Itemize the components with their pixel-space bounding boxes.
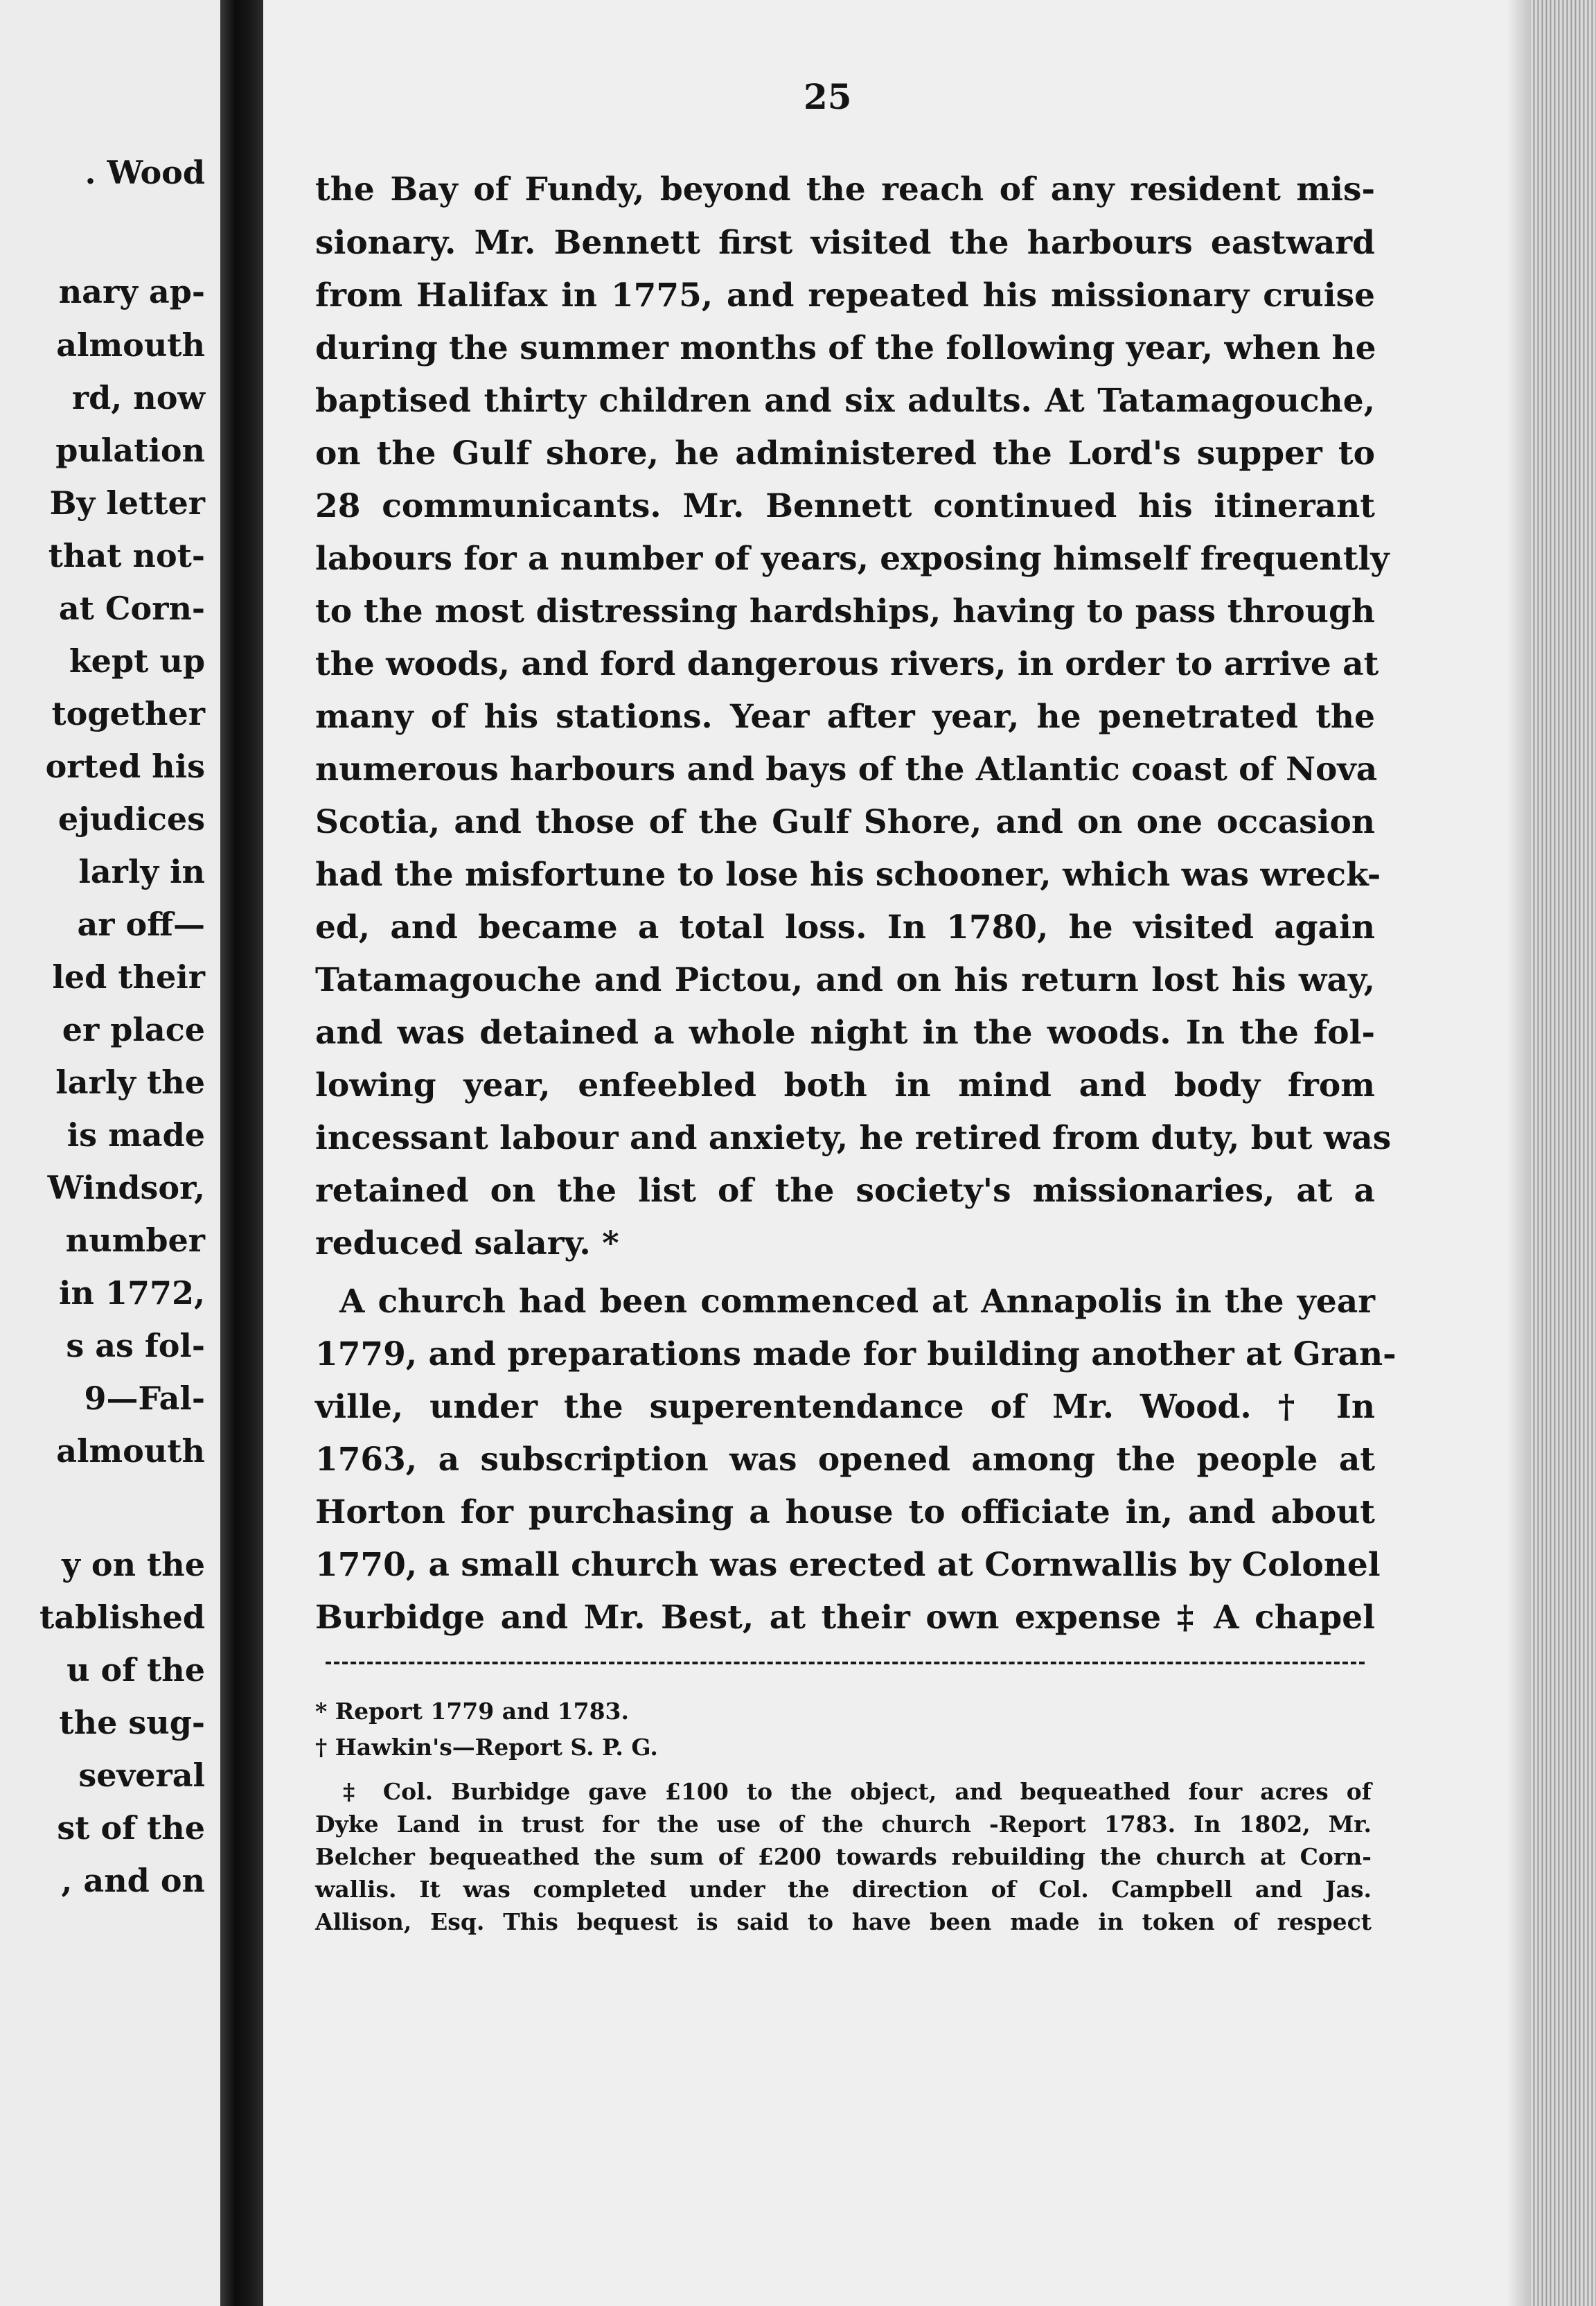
- body-line: Burbidge and Mr. Best, at their own expense ‡ A chapel: [315, 1599, 1375, 1637]
- footnote-line: * Report 1779 and 1783.: [315, 1698, 629, 1725]
- body-line: to the most distressing hardships, having to pass through: [315, 592, 1375, 631]
- page-number: 25: [804, 76, 852, 117]
- left-page-line: orted his: [45, 748, 205, 785]
- left-page-line: u of the: [66, 1651, 205, 1689]
- left-page-line: nary ap-: [58, 273, 205, 310]
- body-line: retained on the list of the society's missionaries, at a: [315, 1172, 1375, 1210]
- left-page-line: By letter: [49, 484, 205, 522]
- body-line: Horton for purchasing a house to officiate in, and about: [315, 1493, 1375, 1531]
- footnote-line: Allison, Esq. This bequest is said to have been made in token of respect: [315, 1908, 1372, 1935]
- left-page-line: larly the: [55, 1064, 205, 1101]
- left-page-line: larly in: [78, 853, 205, 890]
- body-line: lowing year, enfeebled both in mind and body from: [315, 1066, 1375, 1104]
- body-line: the woods, and ford dangerous rivers, in order to arrive at: [315, 645, 1379, 683]
- left-page-line: 9—Fal-: [84, 1380, 205, 1417]
- left-page-line: st of the: [57, 1809, 205, 1847]
- body-line: A church had been commenced at Annapolis in the year: [339, 1283, 1375, 1321]
- left-page-line: ejudices: [57, 800, 205, 838]
- left-page-line: er place: [62, 1011, 205, 1048]
- body-line: the Bay of Fundy, beyond the reach of any resident mis-: [315, 170, 1375, 209]
- page-edge-shadow: [1507, 0, 1534, 2306]
- left-page-line: y on the: [62, 1546, 205, 1583]
- footnote-line: Dyke Land in trust for the use of the church -Report 1783. In 1802, Mr.: [315, 1811, 1372, 1838]
- body-line: reduced salary. *: [315, 1224, 619, 1262]
- left-page-line: , and on: [61, 1862, 205, 1899]
- left-page-line: tablished: [39, 1599, 205, 1636]
- left-page-line: almouth: [56, 326, 205, 364]
- left-page-line: together: [51, 695, 205, 732]
- footnote-line: Belcher bequeathed the sum of £200 towards rebuilding the church at Corn-: [315, 1843, 1372, 1870]
- facing-page-left: [0, 0, 220, 2306]
- footnote-divider: [326, 1662, 1365, 1664]
- left-page-line: at Corn-: [58, 590, 205, 627]
- left-page-line: that not-: [48, 537, 205, 574]
- book-gutter: [220, 0, 263, 2306]
- body-line: 28 communicants. Mr. Bennett continued his itinerant: [315, 487, 1375, 525]
- left-page-line: s as fol-: [66, 1327, 205, 1364]
- left-page-line: pulation: [55, 432, 205, 469]
- left-page-line: the sug-: [59, 1704, 205, 1741]
- left-page-line: number: [65, 1222, 205, 1259]
- left-page-line: ar off—: [77, 906, 205, 943]
- body-line: and was detained a whole night in the woods. In the fol-: [315, 1014, 1375, 1052]
- left-page-line: several: [78, 1757, 205, 1794]
- body-line: 1763, a subscription was opened among the people at: [315, 1441, 1375, 1479]
- body-line: from Halifax in 1775, and repeated his missionary cruise: [315, 276, 1375, 315]
- body-line: many of his stations. Year after year, he penetrated the: [315, 698, 1375, 736]
- left-page-line: Windsor,: [47, 1169, 205, 1206]
- left-page-line: led their: [52, 958, 205, 996]
- body-line: labours for a number of years, exposing himself frequently: [315, 540, 1390, 578]
- body-line: baptised thirty children and six adults. At Tatamagouche,: [315, 382, 1375, 420]
- body-line: 1770, a small church was erected at Cornwallis by Colonel: [315, 1546, 1381, 1584]
- left-page-line: . Wood: [85, 154, 205, 191]
- left-page-line: rd, now: [71, 379, 205, 416]
- body-line: on the Gulf shore, he administered the Lord's supper to: [315, 434, 1375, 473]
- body-line: had the misfortune to lose his schooner, which was wreck-: [315, 856, 1381, 894]
- body-line: ed, and became a total loss. In 1780, he visited again: [315, 908, 1375, 947]
- body-line: during the summer months of the following year, when he: [315, 329, 1376, 367]
- footnote-line: ‡ Col. Burbidge gave £100 to the object, and bequeathed four acres of: [343, 1778, 1372, 1805]
- body-line: numerous harbours and bays of the Atlantic coast of Nova: [315, 750, 1378, 789]
- body-line: sionary. Mr. Bennett first visited the harbours eastward: [315, 224, 1375, 262]
- body-line: 1779, and preparations made for building another at Gran-: [315, 1335, 1396, 1373]
- footnote-line: wallis. It was completed under the direction of Col. Campbell and Jas.: [315, 1876, 1372, 1903]
- body-line: Scotia, and those of the Gulf Shore, and on one occasion: [315, 803, 1375, 841]
- footnote-line: † Hawkin's—Report S. P. G.: [315, 1734, 658, 1761]
- body-line: incessant labour and anxiety, he retired from duty, but was: [315, 1119, 1392, 1157]
- left-page-line: is made: [66, 1116, 205, 1154]
- left-page-line: in 1772,: [59, 1274, 205, 1312]
- body-line: ville, under the superentendance of Mr. Wood. † In: [315, 1388, 1375, 1426]
- page-stack-edge: [1531, 0, 1596, 2306]
- body-line: Tatamagouche and Pictou, and on his return lost his way,: [315, 961, 1375, 999]
- left-page-line: almouth: [56, 1432, 205, 1470]
- left-page-line: kept up: [69, 642, 205, 680]
